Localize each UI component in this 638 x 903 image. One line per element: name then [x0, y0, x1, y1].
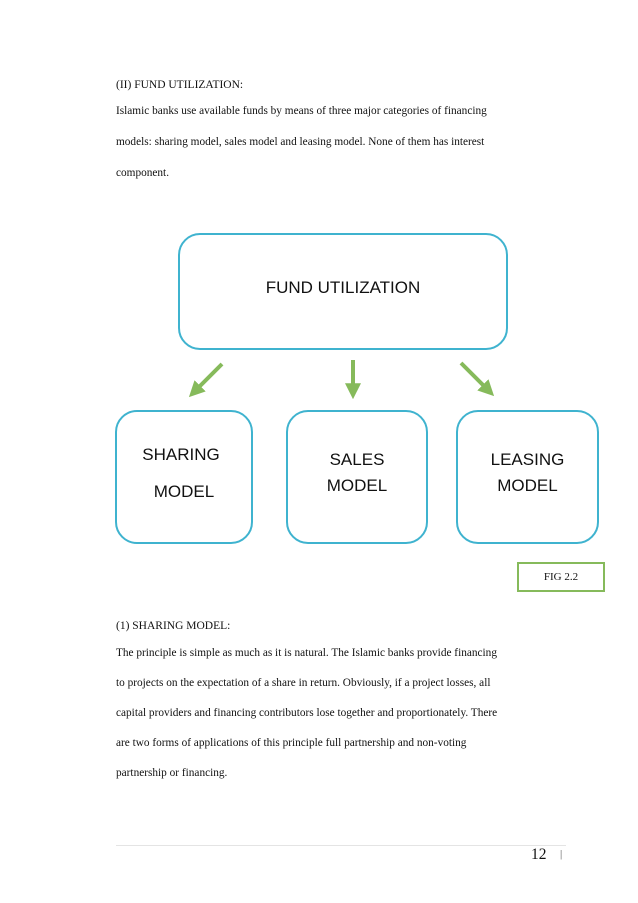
sales-model-line1: SALES [329, 450, 385, 469]
section-heading-sharing-model: (1) SHARING MODEL: [116, 620, 231, 632]
intro-line: Islamic banks use available funds by means of three major categories of financing [116, 105, 487, 117]
footer-divider [116, 845, 566, 846]
leasing-model-box [456, 410, 599, 544]
figure-label: FIG 2.2 [517, 562, 605, 592]
sales-model-box [286, 410, 428, 544]
sharing-line: The principle is simple as much as it is natural. The Islamic banks provide financing [116, 647, 497, 659]
leasing-model-line2: MODEL [497, 476, 558, 495]
page-separator: | [560, 848, 563, 860]
sharing-line: partnership or financing. [116, 767, 228, 779]
fund-utilization-label: FUND UTILIZATION [265, 278, 421, 297]
sharing-line: are two forms of applications of this principle full partnership and non-voting [116, 737, 467, 749]
sharing-line: capital providers and financing contributors lose together and proportionately. There [116, 707, 498, 719]
intro-line: component. [116, 167, 170, 179]
intro-line: models: sharing model, sales model and leasing model. None of them has interest [116, 136, 485, 148]
sharing-model-line2: MODEL [153, 482, 215, 501]
sharing-model-box [115, 410, 253, 544]
page-number: 12 [531, 846, 547, 863]
sales-model-line2: MODEL [326, 476, 388, 495]
leasing-model-line1: LEASING [490, 450, 565, 469]
section-heading-fund-utilization: (II) FUND UTILIZATION: [116, 79, 244, 91]
sharing-line: to projects on the expectation of a share in return. Obviously, if a project losses, all [116, 677, 491, 689]
arrow-right-icon [461, 363, 489, 391]
sharing-model-line1: SHARING [142, 445, 220, 464]
sharing-paragraph [116, 640, 556, 787]
arrow-left-icon [194, 364, 222, 392]
